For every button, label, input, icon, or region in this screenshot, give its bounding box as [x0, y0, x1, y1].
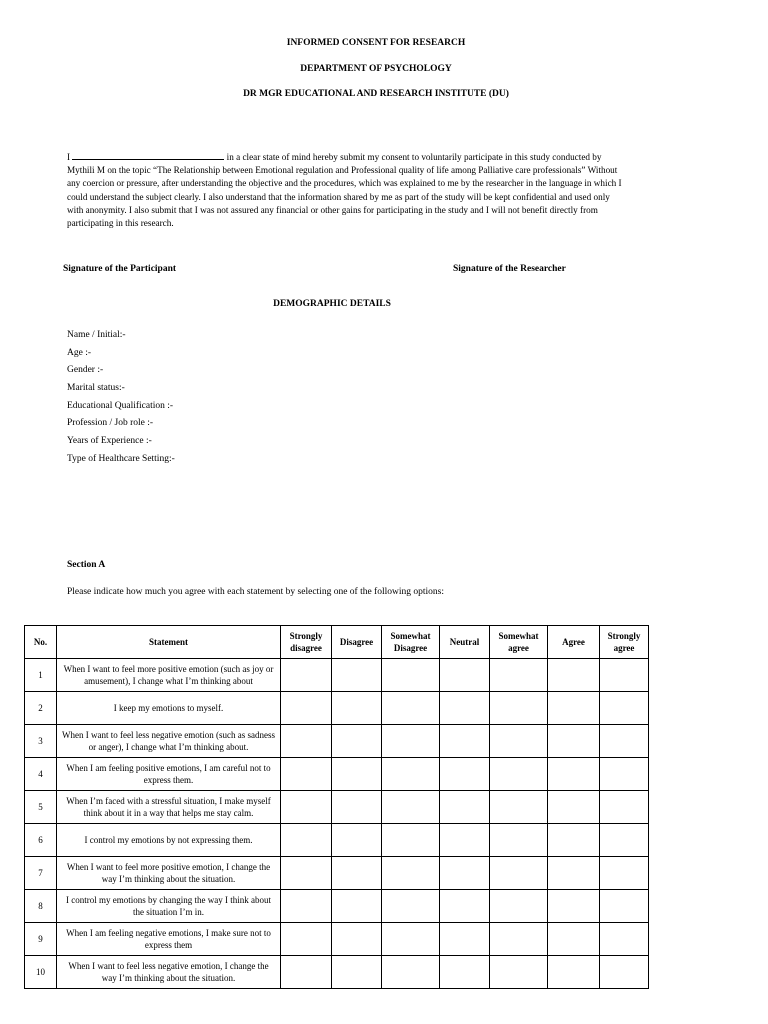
response-cell[interactable] — [382, 725, 440, 758]
row-statement: When I am feeling positive emotions, I am careful not to express them. — [57, 758, 281, 791]
table-row — [25, 791, 649, 824]
table-row — [25, 956, 649, 989]
response-cell[interactable] — [600, 791, 649, 824]
response-cell[interactable] — [600, 659, 649, 692]
demographic-field: Name / Initial:- — [67, 330, 126, 340]
response-cell[interactable] — [600, 956, 649, 989]
response-cell[interactable] — [382, 824, 440, 857]
consent-prefix: I — [67, 152, 71, 162]
row-statement: When I am feeling negative emotions, I make sure not to express them — [57, 923, 281, 956]
response-cell[interactable] — [490, 659, 548, 692]
response-cell[interactable] — [548, 659, 600, 692]
response-cell[interactable] — [490, 857, 548, 890]
response-cell[interactable] — [281, 857, 332, 890]
response-cell[interactable] — [382, 791, 440, 824]
table-body — [25, 659, 649, 989]
table-row — [25, 890, 649, 923]
response-cell[interactable] — [382, 923, 440, 956]
demographic-field: Gender :- — [67, 365, 104, 376]
response-cell[interactable] — [600, 857, 649, 890]
table-row — [25, 758, 649, 791]
response-cell[interactable] — [490, 692, 548, 725]
table-row — [25, 923, 649, 956]
researcher-signature-label: Signature of the Researcher — [453, 264, 566, 274]
response-cell[interactable] — [332, 956, 382, 989]
form-title: INFORMED CONSENT FOR RESEARCH — [286, 38, 466, 48]
response-cell[interactable] — [281, 791, 332, 824]
section-title: Section A — [67, 560, 106, 570]
consent-body: in a clear state of mind hereby submit my consent to voluntarily participate in this study conducted by Mythili M on the topic “The Relationship between Emotional regulation and Professional quality of life among Palliative care professionals” Without any coercion or pressure, after understanding the objective and the procedures, which was explained to me by the researcher in the language in which I could understand the subject clearly. I also understand that the information shared by me as part of the study will be kept confidential and used only with anonymity. I also submit that I was not assured any financial or other gains for participating in the study and I will not benefit directly from participating in this research. — [67, 152, 622, 229]
response-cell[interactable] — [332, 659, 382, 692]
response-cell[interactable] — [332, 791, 382, 824]
table-row — [25, 692, 649, 725]
likert-table — [24, 625, 649, 989]
row-number: 1 — [25, 659, 57, 692]
response-cell[interactable] — [382, 758, 440, 791]
response-cell[interactable] — [332, 692, 382, 725]
row-statement: When I want to feel less negative emotion, I change the way I’m thinking about the situation. — [57, 956, 281, 989]
table-header-row — [25, 626, 649, 659]
col-header-no: No. — [25, 626, 57, 659]
response-cell[interactable] — [548, 758, 600, 791]
response-cell[interactable] — [548, 692, 600, 725]
response-cell[interactable] — [490, 956, 548, 989]
response-cell[interactable] — [332, 758, 382, 791]
row-statement: I control my emotions by not expressing them. — [57, 824, 281, 857]
response-cell[interactable] — [600, 725, 649, 758]
row-statement: I control my emotions by changing the way I think about the situation I’m in. — [57, 890, 281, 923]
response-cell[interactable] — [600, 890, 649, 923]
consent-paragraph — [67, 150, 627, 230]
row-number: 10 — [25, 956, 57, 989]
institute-heading: DR MGR EDUCATIONAL AND RESEARCH INSTITUTE (DU) — [243, 89, 509, 99]
col-header-disagree: Disagree — [332, 626, 382, 659]
row-number: 2 — [25, 692, 57, 725]
response-cell[interactable] — [382, 692, 440, 725]
col-header-statement: Statement — [57, 626, 281, 659]
response-cell[interactable] — [332, 725, 382, 758]
response-cell[interactable] — [490, 725, 548, 758]
response-cell[interactable] — [281, 692, 332, 725]
response-cell[interactable] — [281, 923, 332, 956]
response-cell[interactable] — [332, 890, 382, 923]
row-statement: When I want to feel more positive emotion, I change the way I’m thinking about the situation. — [57, 857, 281, 890]
response-cell[interactable] — [600, 923, 649, 956]
table-row — [25, 824, 649, 857]
response-cell[interactable] — [281, 890, 332, 923]
response-cell[interactable] — [440, 659, 490, 692]
row-statement: When I’m faced with a stressful situation, I make myself think about it in a way that helps me stay calm. — [57, 791, 281, 824]
response-cell[interactable] — [281, 659, 332, 692]
row-statement: When I want to feel less negative emotion (such as sadness or anger), I change what I’m thinking about. — [57, 725, 281, 758]
col-header-somewhat-disagree: Somewhat Disagree — [382, 626, 440, 659]
table-row — [25, 659, 649, 692]
demographic-field: Years of Experience :- — [67, 436, 152, 447]
response-cell[interactable] — [382, 956, 440, 989]
department-heading: DEPARTMENT OF PSYCHOLOGY — [300, 64, 452, 74]
response-cell[interactable] — [382, 659, 440, 692]
response-cell[interactable] — [332, 824, 382, 857]
response-cell[interactable] — [490, 758, 548, 791]
response-cell[interactable] — [281, 824, 332, 857]
response-cell[interactable] — [382, 857, 440, 890]
response-cell[interactable] — [440, 791, 490, 824]
response-cell[interactable] — [281, 956, 332, 989]
response-cell[interactable] — [440, 692, 490, 725]
participant-signature-label: Signature of the Participant — [63, 264, 177, 274]
response-cell[interactable] — [548, 923, 600, 956]
row-number: 3 — [25, 725, 57, 758]
response-cell[interactable] — [490, 824, 548, 857]
response-cell[interactable] — [548, 890, 600, 923]
row-number: 8 — [25, 890, 57, 923]
response-cell[interactable] — [382, 890, 440, 923]
col-header-strongly-agree: Strongly agree — [600, 626, 649, 659]
demographic-field: Educational Qualification :- — [67, 400, 174, 411]
response-cell[interactable] — [600, 758, 649, 791]
demographic-field: Type of Healthcare Setting:- — [67, 453, 175, 464]
response-cell[interactable] — [281, 758, 332, 791]
table-row — [25, 857, 649, 890]
response-cell[interactable] — [440, 890, 490, 923]
participant-name-blank[interactable] — [72, 150, 224, 160]
response-cell[interactable] — [548, 725, 600, 758]
response-cell[interactable] — [440, 758, 490, 791]
row-number: 4 — [25, 758, 57, 791]
response-cell[interactable] — [281, 725, 332, 758]
row-number: 5 — [25, 791, 57, 824]
response-cell[interactable] — [440, 824, 490, 857]
response-cell[interactable] — [490, 791, 548, 824]
response-cell[interactable] — [548, 857, 600, 890]
row-number: 9 — [25, 923, 57, 956]
table-row — [25, 725, 649, 758]
response-cell[interactable] — [440, 857, 490, 890]
demographic-field: Age :- — [67, 347, 92, 358]
demographics-list — [67, 330, 175, 472]
response-cell[interactable] — [600, 824, 649, 857]
response-cell[interactable] — [332, 923, 382, 956]
col-header-neutral: Neutral — [440, 626, 490, 659]
row-number: 7 — [25, 857, 57, 890]
response-cell[interactable] — [548, 956, 600, 989]
response-cell[interactable] — [440, 956, 490, 989]
response-cell[interactable] — [440, 923, 490, 956]
response-cell[interactable] — [600, 692, 649, 725]
demographic-field: Marital status:- — [67, 383, 125, 394]
response-cell[interactable] — [440, 725, 490, 758]
row-statement: I keep my emotions to myself. — [57, 692, 281, 725]
response-cell[interactable] — [548, 791, 600, 824]
col-header-somewhat-agree: Somewhat agree — [490, 626, 548, 659]
col-header-strongly-disagree: Strongly disagree — [281, 626, 332, 659]
demographic-field: Profession / Job role :- — [67, 418, 154, 429]
row-number: 6 — [25, 824, 57, 857]
demographics-heading: DEMOGRAPHIC DETAILS — [273, 299, 391, 309]
response-cell[interactable] — [548, 824, 600, 857]
response-cell[interactable] — [332, 857, 382, 890]
section-instructions: Please indicate how much you agree with each statement by selecting one of the following options: — [67, 587, 444, 597]
row-statement: When I want to feel more positive emotion (such as joy or amusement), I change what I’m thinking about — [57, 659, 281, 692]
col-header-agree: Agree — [548, 626, 600, 659]
response-cell[interactable] — [490, 890, 548, 923]
response-cell[interactable] — [490, 923, 548, 956]
